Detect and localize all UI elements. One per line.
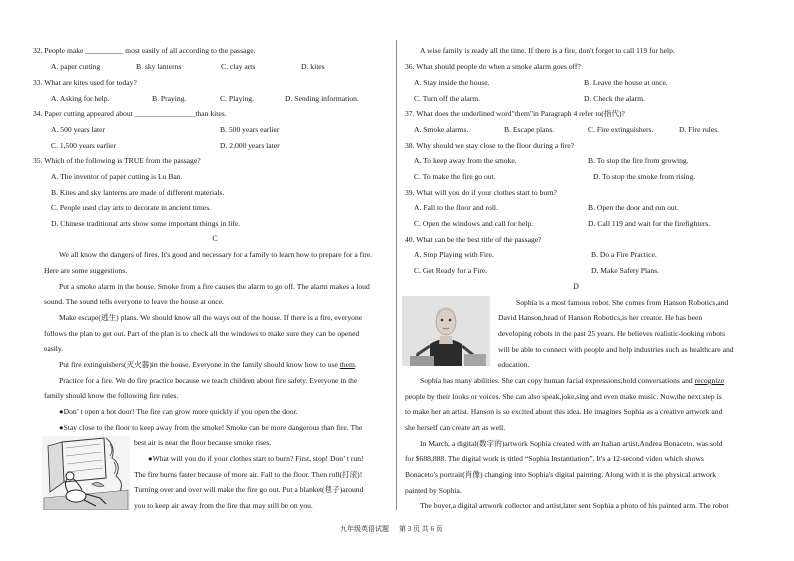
- q35-option-b: B. Kites and sky lanterns are made of different materials.: [51, 188, 225, 197]
- q36-option-c: C. Turn off the alarm.: [414, 94, 481, 103]
- q38-option-d: D. To stop the smoke from rising.: [593, 172, 696, 181]
- section-heading-d: D: [573, 282, 579, 291]
- passage-d-p3-line2: for $688,888. The digital work is titled “Sophia Instantiation”. It's a 12-second video which shows: [405, 454, 704, 463]
- q33-option-a: A. Asking for help.: [51, 94, 110, 103]
- fire-rule-1: ●Don’ t open a hot door! The fire can grow more quickly if you open the door.: [59, 407, 298, 416]
- q40-option-d: D. Make Safety Plans.: [591, 266, 660, 275]
- q37-option-d: D. Fire rules.: [679, 125, 720, 134]
- fire-rule-3-line1: ●What will you do if your clothes start to burn? First, stop! Don’ t run!: [148, 454, 364, 463]
- q34-option-b: B. 500 years earlier: [220, 125, 280, 134]
- section-heading-c: C: [212, 234, 218, 243]
- passage-c-p5-line2: family should know the following fire rules.: [44, 391, 179, 400]
- question-39: 39. What will you do if your clothes start to burn?: [405, 188, 557, 197]
- passage-c-p4-text: Put fire extinguishers(灭火器)in the house. Everyone in the family should know how to use: [59, 360, 340, 369]
- underlined-recognize: recognize: [694, 376, 725, 385]
- passage-d-p1-line3: developing robots in the past 25 years. He believes realistic-looking robots: [498, 329, 726, 338]
- passage-c-p2-line1: Put a smoke alarm in the house. Smoke from a fire causes the alarm to go off. The alarm makes a loud: [59, 282, 370, 291]
- fire-rule-3-line2: The fire burns faster because of more air. Fall to the floor. Then roll(打滚)!: [134, 470, 363, 479]
- passage-c-p2-line2: sound. The sound tells everyone to leave the house at once.: [44, 297, 224, 306]
- q35-option-c: C. People used clay arts to decorate in ancient times.: [51, 203, 212, 212]
- q33-option-d: D. Sending information.: [285, 94, 359, 103]
- q37-option-a: A. Smoke alarms.: [414, 125, 469, 134]
- q39-option-b: B. Open the door and run out.: [588, 203, 679, 212]
- fire-rule-2-line2: best air is near the floor because smoke rises.: [134, 438, 272, 447]
- passage-d-p2-line2: people by their looks or voices. She can also speak,joke,sing and even make music. Now,the next step is: [405, 392, 722, 401]
- passage-d-p2-text: Sophia has many abilities. She can copy human facial expressions,hold conversations and: [420, 376, 695, 385]
- fire-rule-3-line3: Turning over and over will make the fire go out. Put a blanket(毯子)around: [134, 485, 364, 494]
- question-33: 33. What are kites used for today?: [33, 78, 137, 87]
- question-34: 34. Paper cutting appeared about ________________than kites.: [33, 109, 227, 118]
- passage-d-p3-line3: Bonaceto's portrait(肖像) changing into Sophia's digital painting. Along with it is the physical artwork: [405, 470, 717, 479]
- q39-option-c: C. Open the windows and call for help.: [414, 219, 534, 228]
- q38-option-a: A. To keep away from the smoke.: [414, 156, 517, 165]
- q32-option-d: D. kites: [301, 62, 325, 71]
- question-32: 32. People make __________ most easily of all according to the passage.: [33, 46, 256, 55]
- passage-d-p3-line4: painted by Sophia.: [405, 486, 462, 495]
- q34-option-a: A. 500 years later: [51, 125, 105, 134]
- q38-option-b: B. To stop the fire from growing.: [588, 156, 689, 165]
- q40-option-b: B. Do a Fire Practice.: [591, 250, 657, 259]
- question-37: 37. What does the underlined word"them"in Paragraph 4 refer to(指代)?: [405, 109, 625, 118]
- q37-option-b: B. Escape plans.: [504, 125, 555, 134]
- q36-option-a: A. Stay inside the house.: [414, 78, 490, 87]
- passage-d-p3-line1: In March, a digital(数字的)artwork Sophia created with an Italian artist,Andrea Bonaceto, was sold: [420, 439, 723, 448]
- passage-c-p5-line1: Practice for a fire. We do fire practice because we teach children about fire safety. Everyone in the: [59, 376, 358, 385]
- q33-option-b: B. Praying.: [152, 94, 187, 103]
- fire-safety-illustration: [42, 436, 130, 510]
- q35-option-a: A. The inventor of paper cutting is Lu Ban.: [51, 172, 183, 181]
- passage-d-p2-line4: she herself can create art as well.: [405, 423, 506, 432]
- question-40: 40. What can be the best title of the passage?: [405, 235, 542, 244]
- question-35: 35. Which of the following is TRUE from the passage?: [33, 156, 201, 165]
- footer-page-number: 第 3 页 共 6 页: [399, 525, 443, 533]
- question-38: 38. Why should we stay close to the floor during a fire?: [405, 141, 574, 150]
- q40-option-c: C. Get Ready for a Fire.: [414, 266, 488, 275]
- q32-option-a: A. paper cutting: [51, 62, 101, 71]
- passage-d-p2-line1: [420, 376, 724, 386]
- underlined-them: them: [339, 360, 355, 369]
- q34-option-c: C. 1,500 years earlier: [51, 141, 117, 150]
- passage-d-p1-line1: Sophia is a most famous robot. She comes from Hanson Robotics,and: [516, 298, 729, 307]
- sophia-robot-photo: [402, 296, 490, 366]
- q34-option-d: D. 2,000 years later: [220, 141, 280, 150]
- passage-c-closing: A wise family is ready all the time. If there is a fire, don't forget to call 119 for help.: [420, 46, 675, 55]
- column-divider: [396, 40, 397, 510]
- q36-option-b: B. Leave the house at once.: [584, 78, 668, 87]
- q35-option-d: D. Chinese traditional arts show some important things in life.: [51, 219, 241, 228]
- passage-c-p4: [59, 360, 357, 370]
- passage-c-p3-line3: easily.: [44, 344, 64, 353]
- q36-option-d: D. Check the alarm.: [584, 94, 645, 103]
- fire-rule-3-line4: you to keep air away from the fire that may still be on you.: [134, 501, 313, 510]
- passage-d-p1-line2: David Hanson,head of Hanson Robotics,is her creator. He has been: [498, 313, 703, 322]
- fire-rule-2-line1: ●Stay close to the floor to keep away from the smoke! Smoke can be more dangerous than fire. The: [59, 423, 363, 432]
- passage-d-p1-line4: will be able to connect with people and help industries such as healthcare and: [498, 345, 734, 354]
- q33-option-c: C. Playing.: [220, 94, 254, 103]
- footer-exam-title: 九年级英语试题: [340, 525, 389, 533]
- passage-c-p3-line1: Make escape(逃生) plans. We should know all the ways out of the house. If there is a fire, everyone: [59, 313, 363, 322]
- q32-option-b: B. sky lanterns: [136, 62, 182, 71]
- q38-option-c: C. To make the fire go out.: [414, 172, 496, 181]
- question-36: 36. What should people do when a smoke alarm goes off?: [405, 62, 581, 71]
- passage-c-p4-end: .: [354, 360, 357, 369]
- passage-d-p1-line5: education.: [498, 360, 530, 369]
- q37-option-c: C. Fire extinguishers.: [588, 125, 654, 134]
- passage-d-p2-line3: to make her an artist. Hanson is so excited about this idea. He imagines Sophia as a creative artwork and: [405, 407, 723, 416]
- q40-option-a: A. Stop Playing with Fire.: [414, 250, 494, 259]
- passage-c-p3-line2: follows the plan to get out. Part of the plan is to check all the windows to make sure they can be opened: [44, 329, 360, 338]
- passage-c-p1-line2: Here are some suggestions.: [44, 266, 128, 275]
- passage-c-p1-line1: We all know the dangers of fires. It's good and necessary for a family to learn how to prepare for a fire.: [59, 250, 373, 259]
- q32-option-c: C. clay arts: [221, 62, 256, 71]
- q39-option-d: D. Call 119 and wait for the firefighters.: [588, 219, 711, 228]
- q39-option-a: A. Fall to the floor and roll.: [414, 203, 498, 212]
- passage-d-p4-line1: The buyer,a digital artwork collector and artist,later sent Sophia a photo of his painted arm. The robot: [420, 501, 729, 510]
